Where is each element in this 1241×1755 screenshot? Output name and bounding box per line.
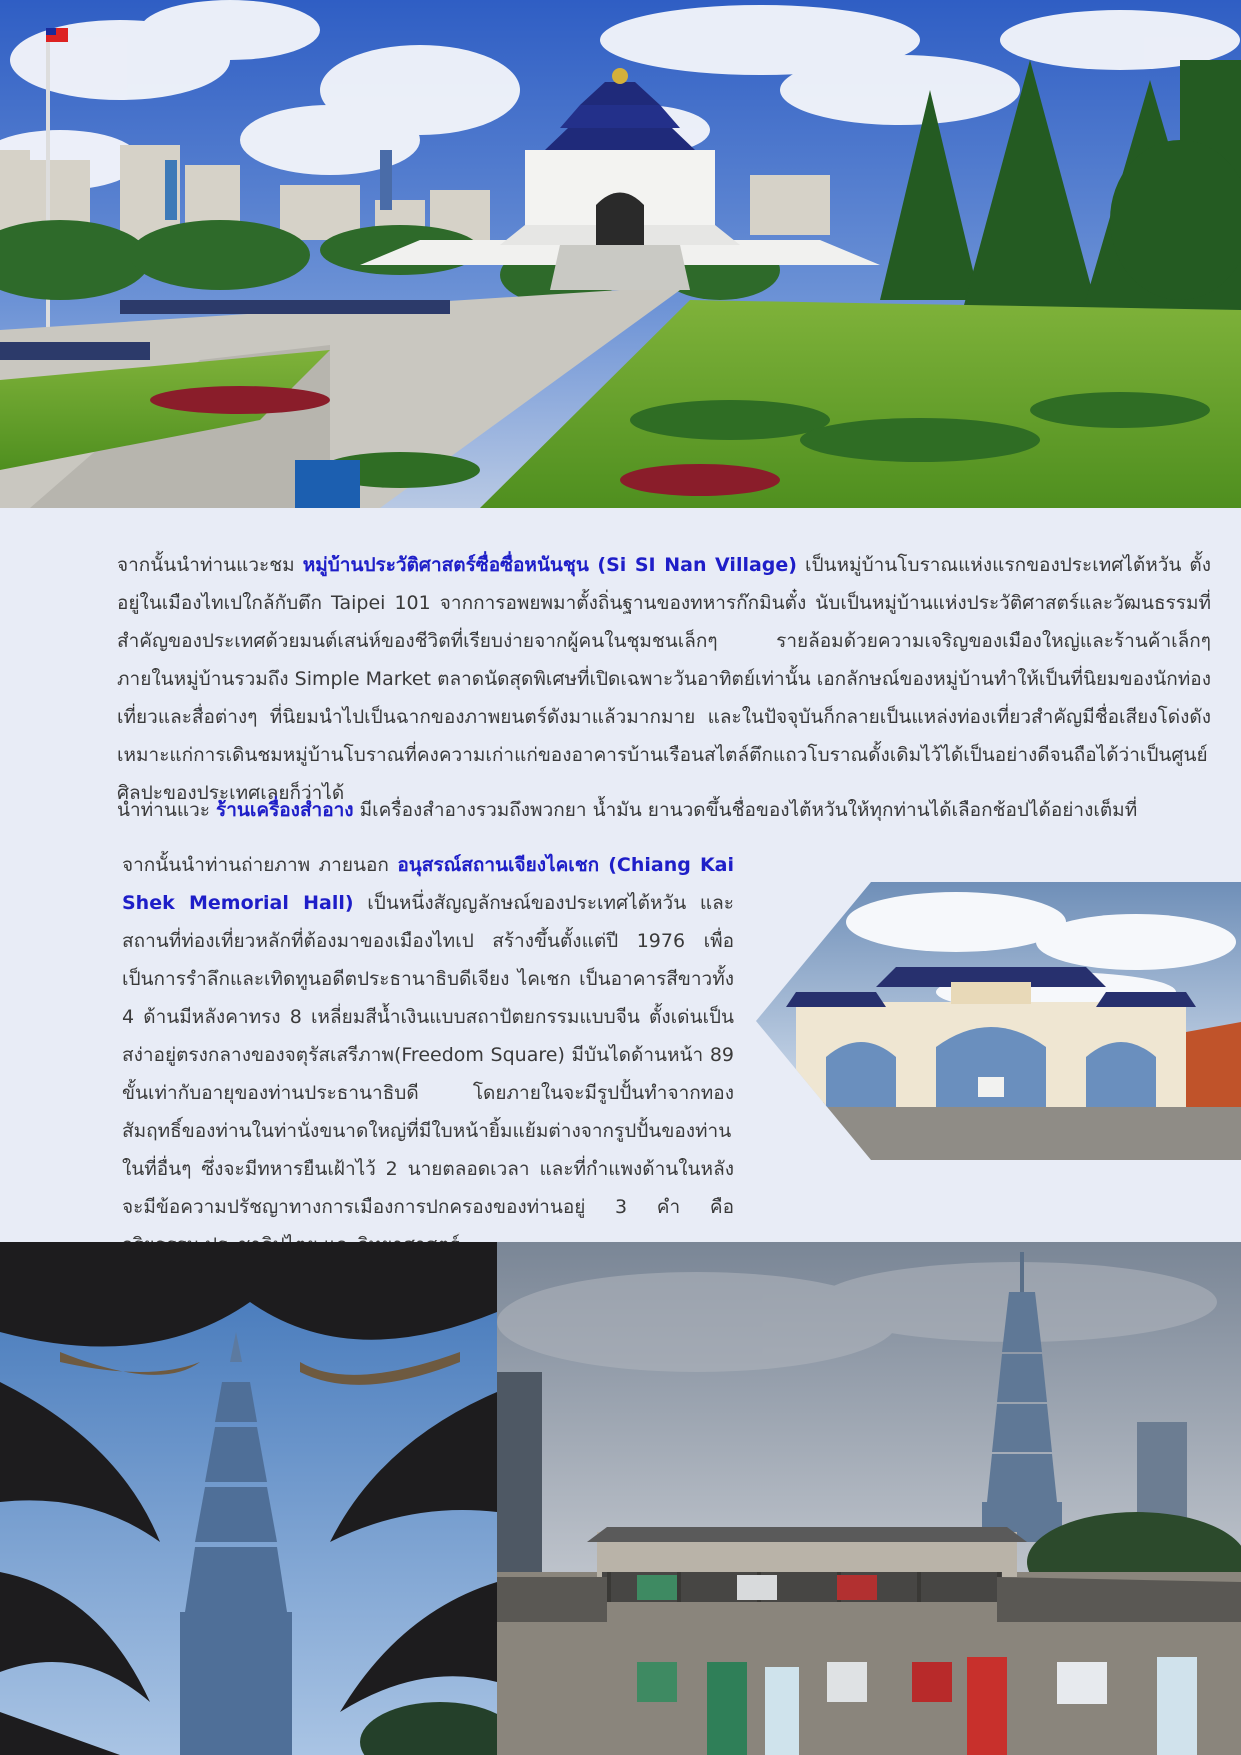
paragraph-text: จากนั้นนำท่านถ่ายภาพ ภายนอก xyxy=(122,854,398,876)
si-si-nan-village-link: หมู่บ้านประวัติศาสตร์ซื่อซื่อหนันชุน (Si SI Nan Village) xyxy=(302,554,797,576)
cosmetics-shop-paragraph xyxy=(117,791,1211,829)
paragraph-text: เป็นหมู่บ้านโบราณแห่งแรกของประเทศไต้หวัน ตั้งอยู่ในเมืองไทเปใกล้กับตึก Taipei 101 จากการอพยพมาตั้งถิ่นฐานของทหารก๊กมินตั๋ง นับเป็นหมู่บ้านแห่งประวัติศาสตร์และวัฒนธรรมที่สำคัญของประเทศด้วยมนต์เสน่ห์ของชีวิตที่เรียบง่ายจากผู้คนในชุมชนเล็กๆ รายล้อมด้วยความเจริญของเมืองใหญ่และร้านค้าเล็กๆ ภายในหมู่บ้านรวมถึง Simple Market ตลาดนัดสุดพิเศษที่เปิดเฉพาะวันอาทิตย์เท่านั้น เอกลักษณ์ของหมู่บ้านทำให้เป็นที่นิยมของนักท่องเที่ยวและสื่อต่างๆ ที่นิยมนำไปเป็นฉากของภาพยนตร์ดังมาแล้วมากมาย และในปัจจุบันก็กลายเป็นแหล่งท่องเที่ยวสำคัญมีชื่อเสียงโด่งดังเหมาะแก่การเดินชมหมู่บ้านโบราณที่คงความเก่าแก่ของอาคารบ้านเรือนสไตล์ตึกแถวโบราณดั้งเดิมไว้ได้เป็นอย่างดีจนถือได้ว่าเป็นศูนย์ศิลปะของประเทศเลยก็ว่าได้ xyxy=(117,554,1212,804)
paragraph-text: มีเครื่องสำอางรวมถึงพวกยา น้ำมัน ยานวดขึ้นชื่อของไต้หวันให้ทุกท่านได้เลือกช้อปได้อย่างเต็มที่ xyxy=(353,799,1138,821)
taipei-101-village-photo xyxy=(497,1242,1241,1755)
hero-photo-memorial-hall xyxy=(0,0,1241,508)
chiang-kai-shek-highlight: อนุสรณ์สถานเจียงไคเชก (Chiang Kai Shek Memorial Hall) xyxy=(122,854,735,914)
liberty-square-gate-photo xyxy=(756,882,1241,1160)
paragraph-text: เป็นหนึ่งสัญญลักษณ์ของประเทศไต้หวัน และสถานที่ท่องเที่ยวหลักที่ต้องมาของเมืองไทเป สร้างขึ้นตั้งแต่ปี 1976 เพื่อเป็นการรำลึกและเทิดทูนอดีตประธานาธิบดีเจียง ไคเชก เป็นอาคารสีขาวทั้ง 4 ด้านมีหลังคาทรง 8 เหลี่ยมสีน้ำเงินแบบสถาปัตยกรรมแบบจีน ตั้งเด่นเป็นสง่าอยู่ตรงกลางของจตุรัสเสรีภาพ(Freedom Square) มีบันไดด้านหน้า 89 ขั้นเท่ากับอายุของท่านประธานาธิบดี โดยภายในจะมีรูปปั้นทำจากทองสัมฤทธิ์ของท่านในท่านั่งขนาดใหญ่ที่มีใบหน้ายิ้มแย้มต่างจากรูปปั้นของท่านในที่อื่นๆ ซึ่งจะมีทหารยืนเฝ้าไว้ 2 นายตลอดเวลา และที่กำแพงด้านในหลังจะมีข้อความปรัชญาทางการเมืองการปกครองของท่านอยู่ 3 คำ คือ xyxy=(122,892,734,1218)
si-si-nan-village-paragraph xyxy=(117,546,1211,812)
taipei-101-sculpture-photo xyxy=(0,1242,497,1755)
cosmetics-shop-highlight: ร้านเครื่องสำอาง xyxy=(216,799,354,821)
paragraph-text: จากนั้นนำท่านแวะชม xyxy=(117,554,303,576)
paragraph-text: นำท่านแวะ xyxy=(117,799,216,821)
chiang-kai-shek-paragraph xyxy=(122,846,734,1264)
